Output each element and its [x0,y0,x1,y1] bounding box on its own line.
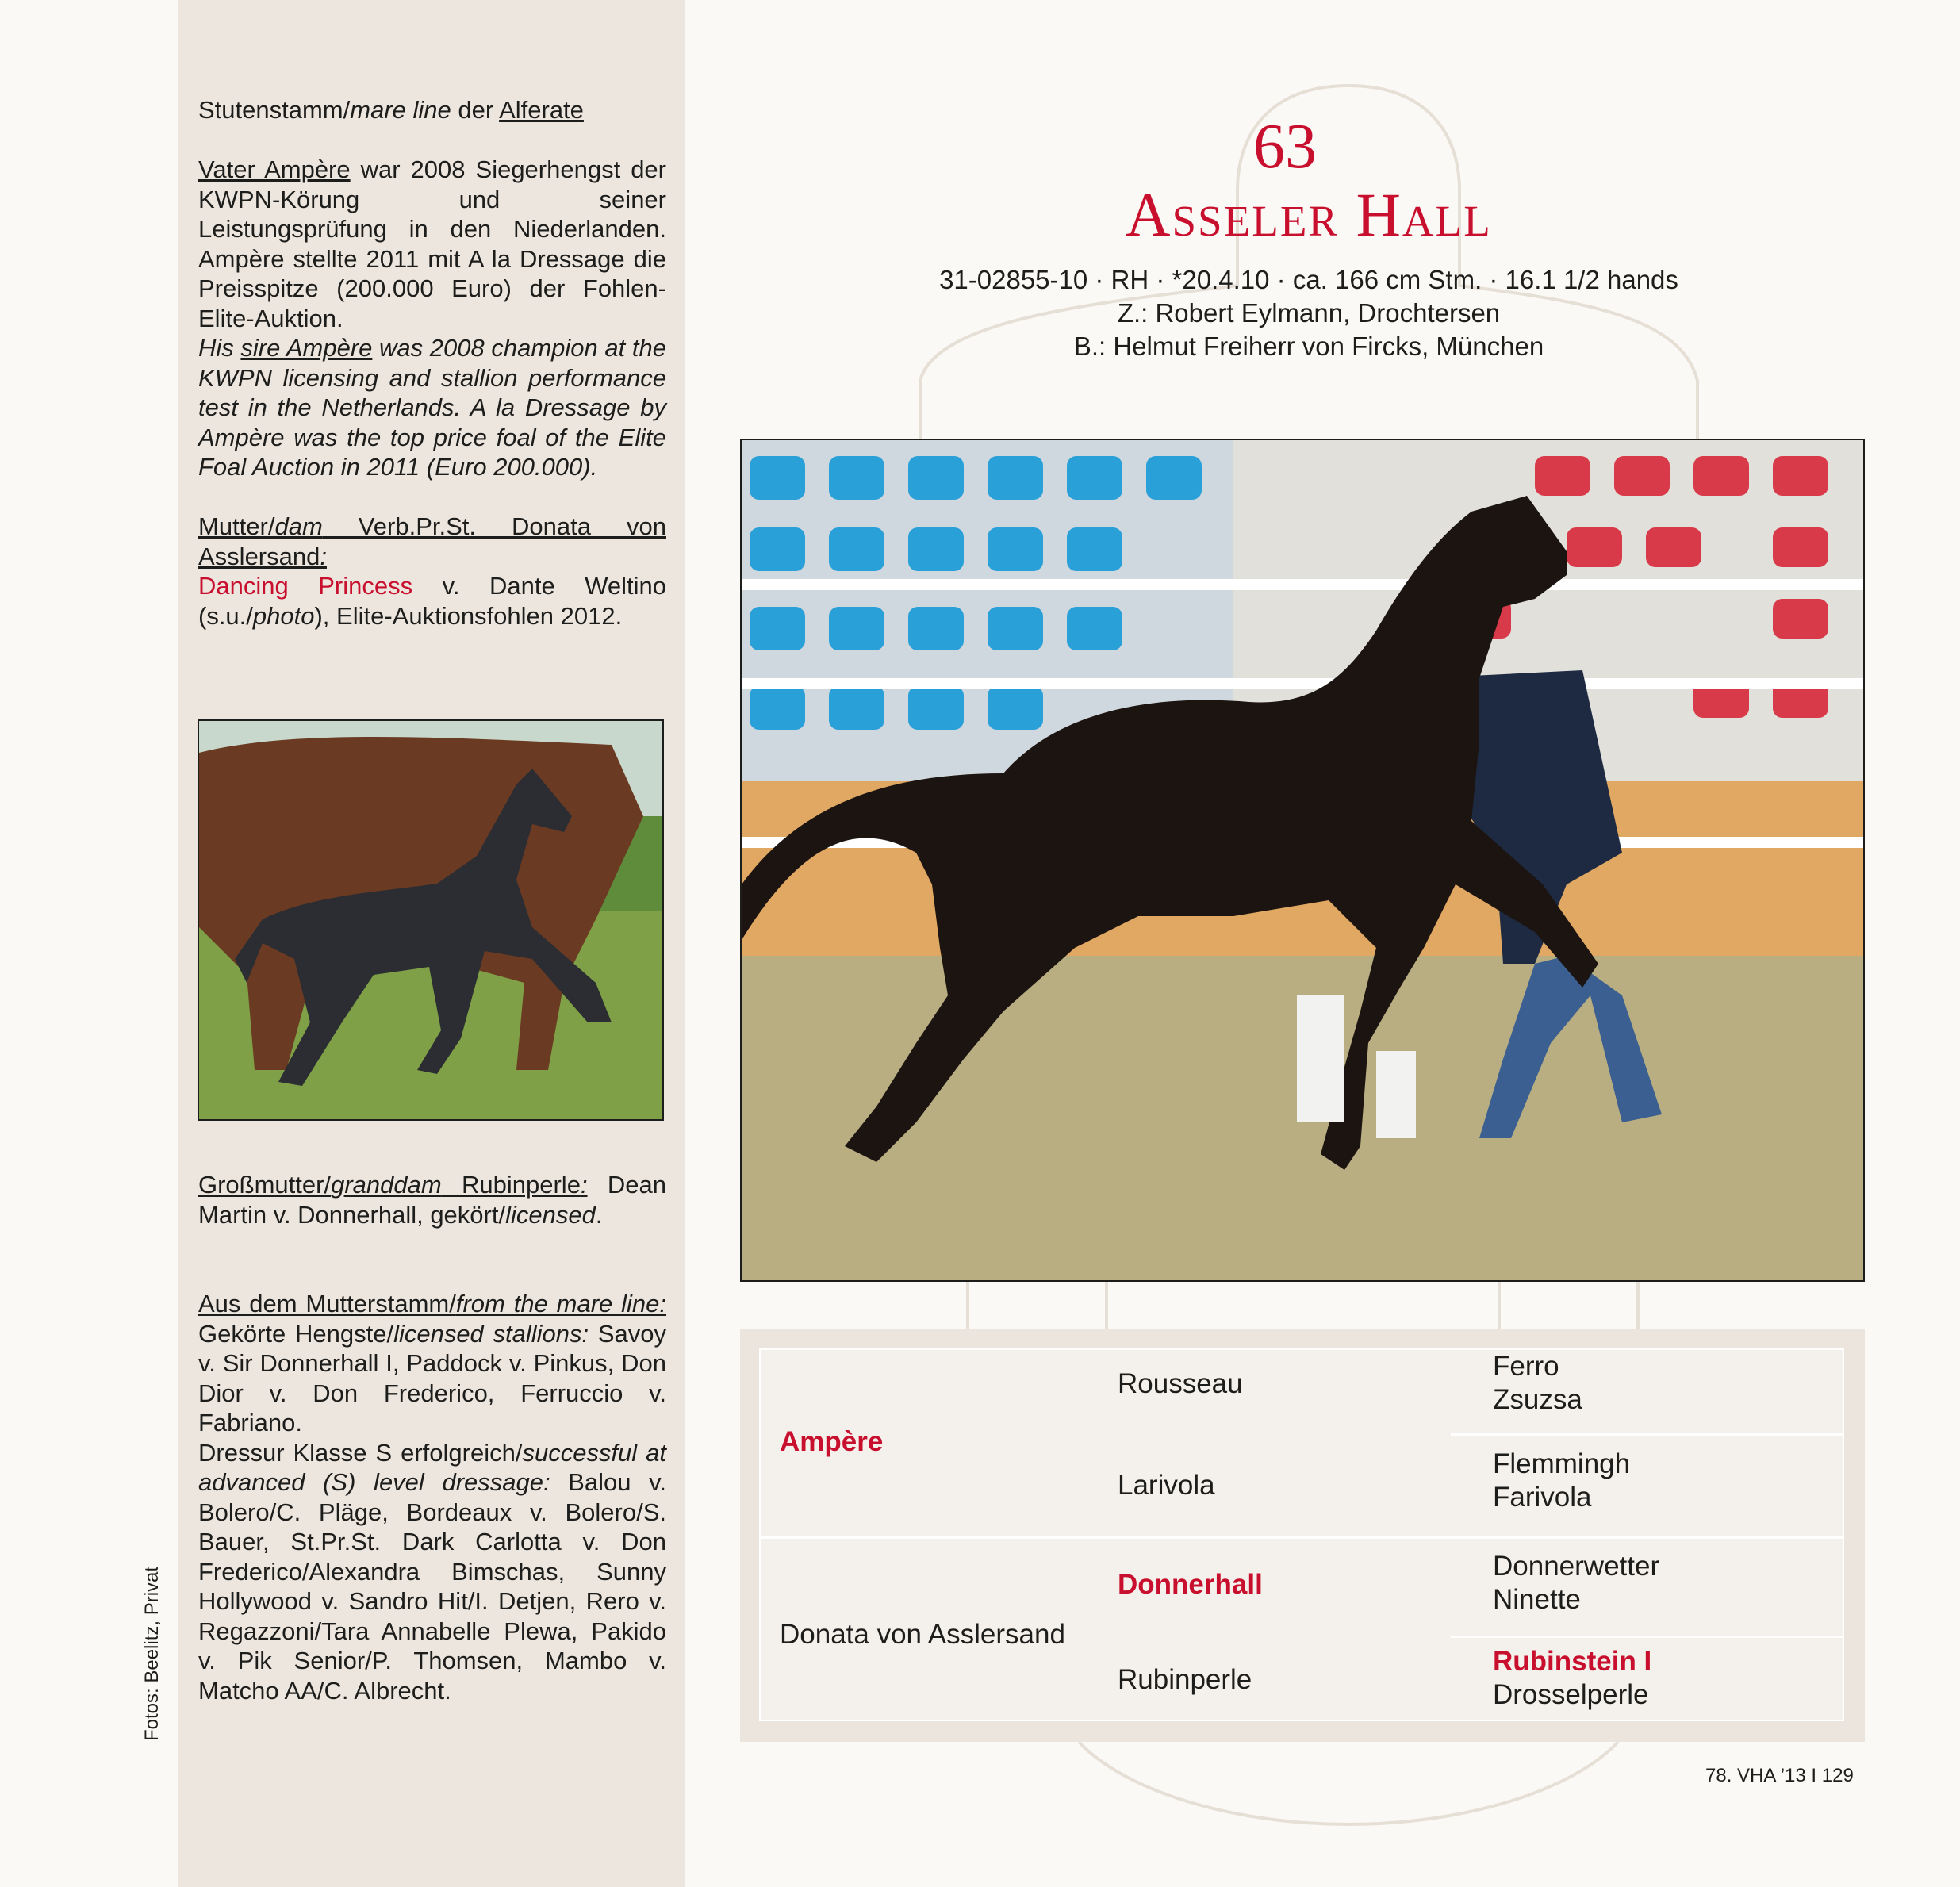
mare-line-detail-paragraph: Aus dem Mutterstamm/from the mare line: Gekörte Hengste/licensed stallions: Savoy v. Sir Donnerhall I, Paddock v. Pinkus, Don Dior v. Don Frederico, Ferruccio v. Fabriano. Dressur Klasse S erfolgreich/successful at advanced (S) level dressage: Balou v. Bolero/C. Pläge, Bordeaux v. Bolero/S. Bauer, St.Pr.St. Dark Carlotta v. Don Frederico/Alexandra Bimschas, Sunny Hollywood v. Sandro Hit/I. Detjen, Rero v. Regazzoni/Tara Annabelle Plewa, Pakido v. Pik Senior/P. Thomsen, Mambo v. Matcho AA/C. Albrecht. [198,1290,666,1705]
stallion-photo [740,439,1865,1282]
pedigree-dam-sire: Donnerhall [1118,1569,1263,1600]
pedigree-ss-sire: Ferro [1493,1351,1559,1382]
pedigree-sire-dam: Larivola [1118,1470,1215,1501]
mare-line-heading: Stutenstamm/mare line der Alferate [198,96,584,124]
pedigree-divider [1451,1433,1843,1436]
pedigree-sd-dam: Farivola [1493,1482,1592,1513]
dam-paragraph: Mutter/dam Verb.Pr.St. Donata von Asslersand: Dancing Princess v. Dante Weltino (s.u./photo), Elite-Auktionsfohlen 2012. [198,512,667,630]
lot-number: 63 [1253,112,1317,182]
pedigree-divider-main [761,1536,1843,1539]
pedigree-dam: Donata von Asslersand [780,1619,1065,1650]
granddam-paragraph: Großmutter/granddam Rubinperle: Dean Martin v. Donnerhall, gekört/licensed. [198,1171,666,1229]
pedigree-ds-dam: Ninette [1493,1584,1581,1615]
pedigree-dd-dam: Drosselperle [1493,1679,1649,1710]
breeder: Z.: Robert Eylmann, Drochtersen [1117,298,1501,328]
pedigree-ds-sire: Donnerwetter [1493,1551,1660,1582]
pedigree-table [740,1329,1865,1742]
pedigree-sd-sire: Flemmingh [1493,1448,1631,1479]
horse-name: Asseler Hall [1126,180,1492,249]
photo-credit: Fotos: Beelitz, Privat [141,1566,163,1741]
pedigree-dam-dam: Rubinperle [1118,1664,1252,1695]
pedigree-sire-sire: Rousseau [1118,1368,1243,1399]
pedigree-grid [759,1348,1844,1721]
foal-photo [198,719,664,1121]
pedigree-ss-dam: Zsuzsa [1493,1384,1582,1415]
pedigree-dd-sire: Rubinstein I [1493,1646,1652,1677]
page-number: 78. VHA ’13 I 129 [1705,1765,1854,1786]
horse-details: 31-02855-10 · RH · *20.4.10 · ca. 166 cm Stm. · 16.1 1/2 hands [939,265,1678,294]
pedigree-divider [1451,1636,1843,1638]
sire-paragraph: Vater Ampère war 2008 Siegerhengst der KWPN-Körung und seiner Leistungsprüfung in den Niederlanden. Ampère stellte 2011 mit A la Dressage die Preisspitze (200.000 Euro) der Fohlen-Elite-Auktion. His sire Ampère was 2008 champion at the KWPN licensing and stallion performance test in the Netherlands. A la Dressage by Ampère was the top price foal of the Elite Foal Auction in 2011 (Euro 200.000). [198,155,666,481]
owner: B.: Helmut Freiherr von Fircks, München [1073,332,1544,361]
pedigree-sire: Ampère [780,1426,884,1457]
